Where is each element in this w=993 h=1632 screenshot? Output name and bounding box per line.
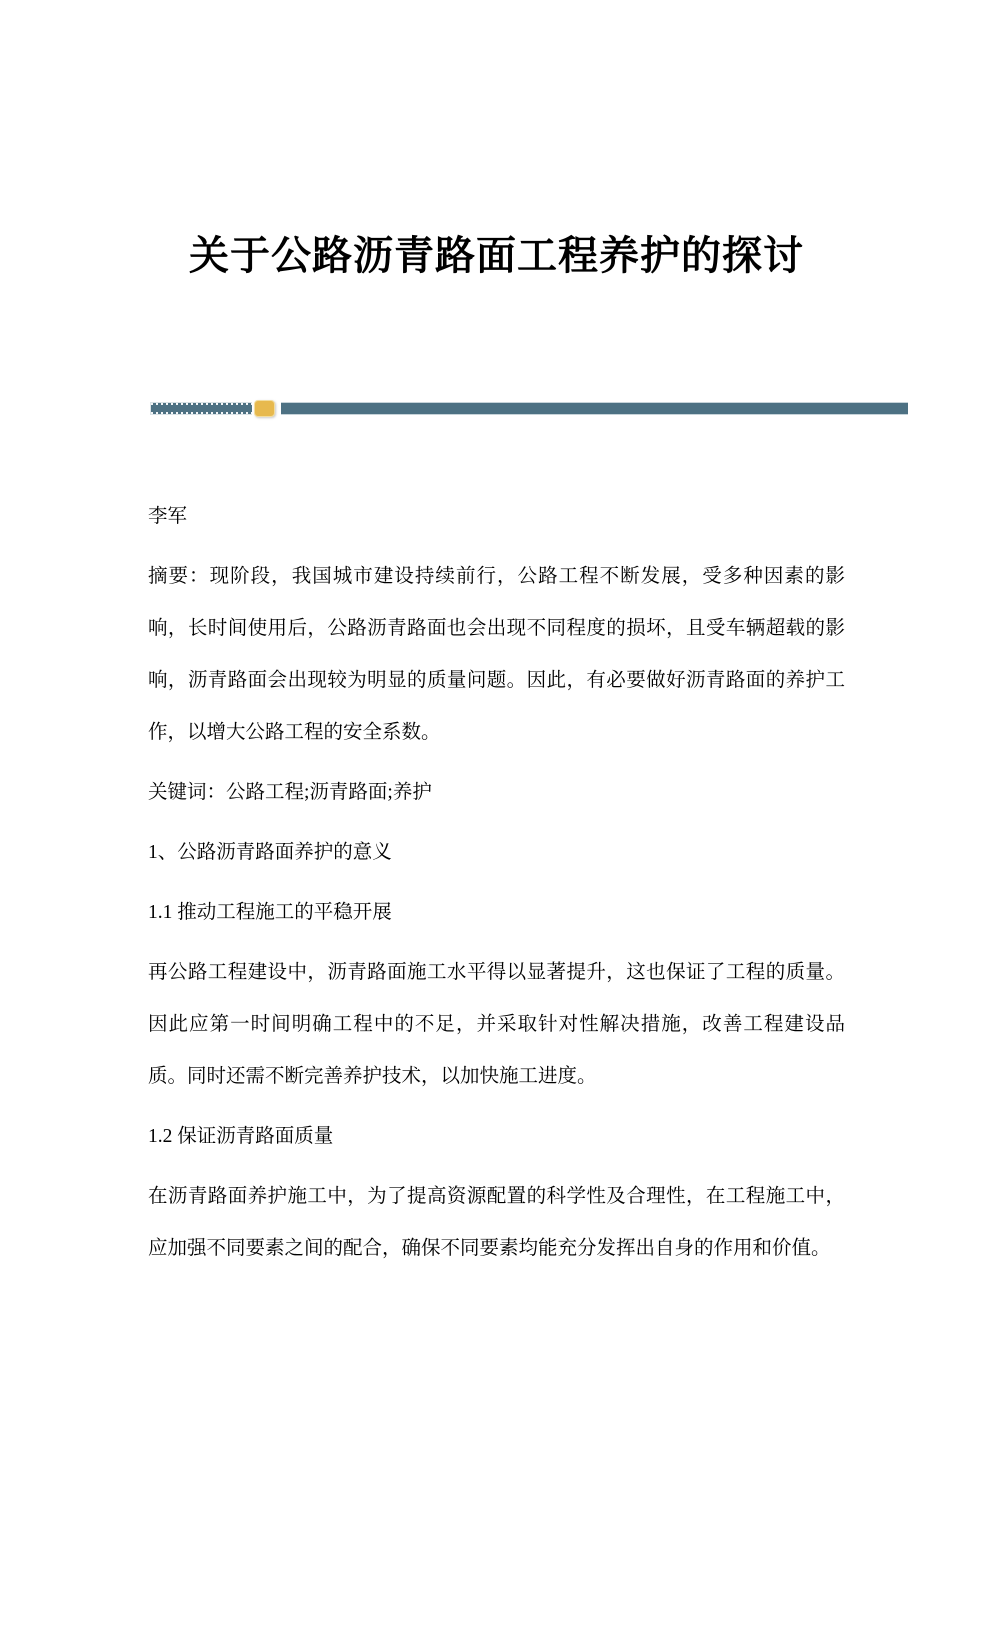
paragraph-1-2: 在沥青路面养护施工中，为了提高资源配置的科学性及合理性，在工程施工中，应加强不同要素之间的配合，确保不同要素均能充分发挥出自身的作用和价值。 [148,1186,845,1259]
divider-accent-square [254,400,275,417]
divider-dotted-segment [150,403,252,414]
subsection-heading-1-2: 1.2 保证沥青路面质量 [148,1126,334,1147]
subsection-heading-1-1: 1.1 推动工程施工的平稳开展 [148,902,392,923]
title-divider [150,400,908,417]
keywords-text: 关键词：公路工程;沥青路面;养护 [148,782,432,803]
divider-solid-segment [281,402,908,415]
page-title: 关于公路沥青路面工程养护的探讨 [189,233,804,278]
paragraph-1-1: 再公路工程建设中，沥青路面施工水平得以显著提升，这也保证了工程的质量。因此应第一时间明确工程中的不足，并采取针对性解决措施，改善工程建设品质。同时还需不断完善养护技术，以加快施工进度。 [148,962,845,1087]
article-body [148,491,845,1275]
abstract-text: 摘要：现阶段，我国城市建设持续前行，公路工程不断发展，受多种因素的影响，长时间使用后，公路沥青路面也会出现不同程度的损坏，且受车辆超载的影响，沥青路面会出现较为明显的质量问题。因此，有必要做好沥青路面的养护工作，以增大公路工程的安全系数。 [148,566,845,743]
section-heading-1: 1、公路沥青路面养护的意义 [148,842,392,863]
author-name: 李军 [148,506,188,527]
document-page [0,228,993,1632]
